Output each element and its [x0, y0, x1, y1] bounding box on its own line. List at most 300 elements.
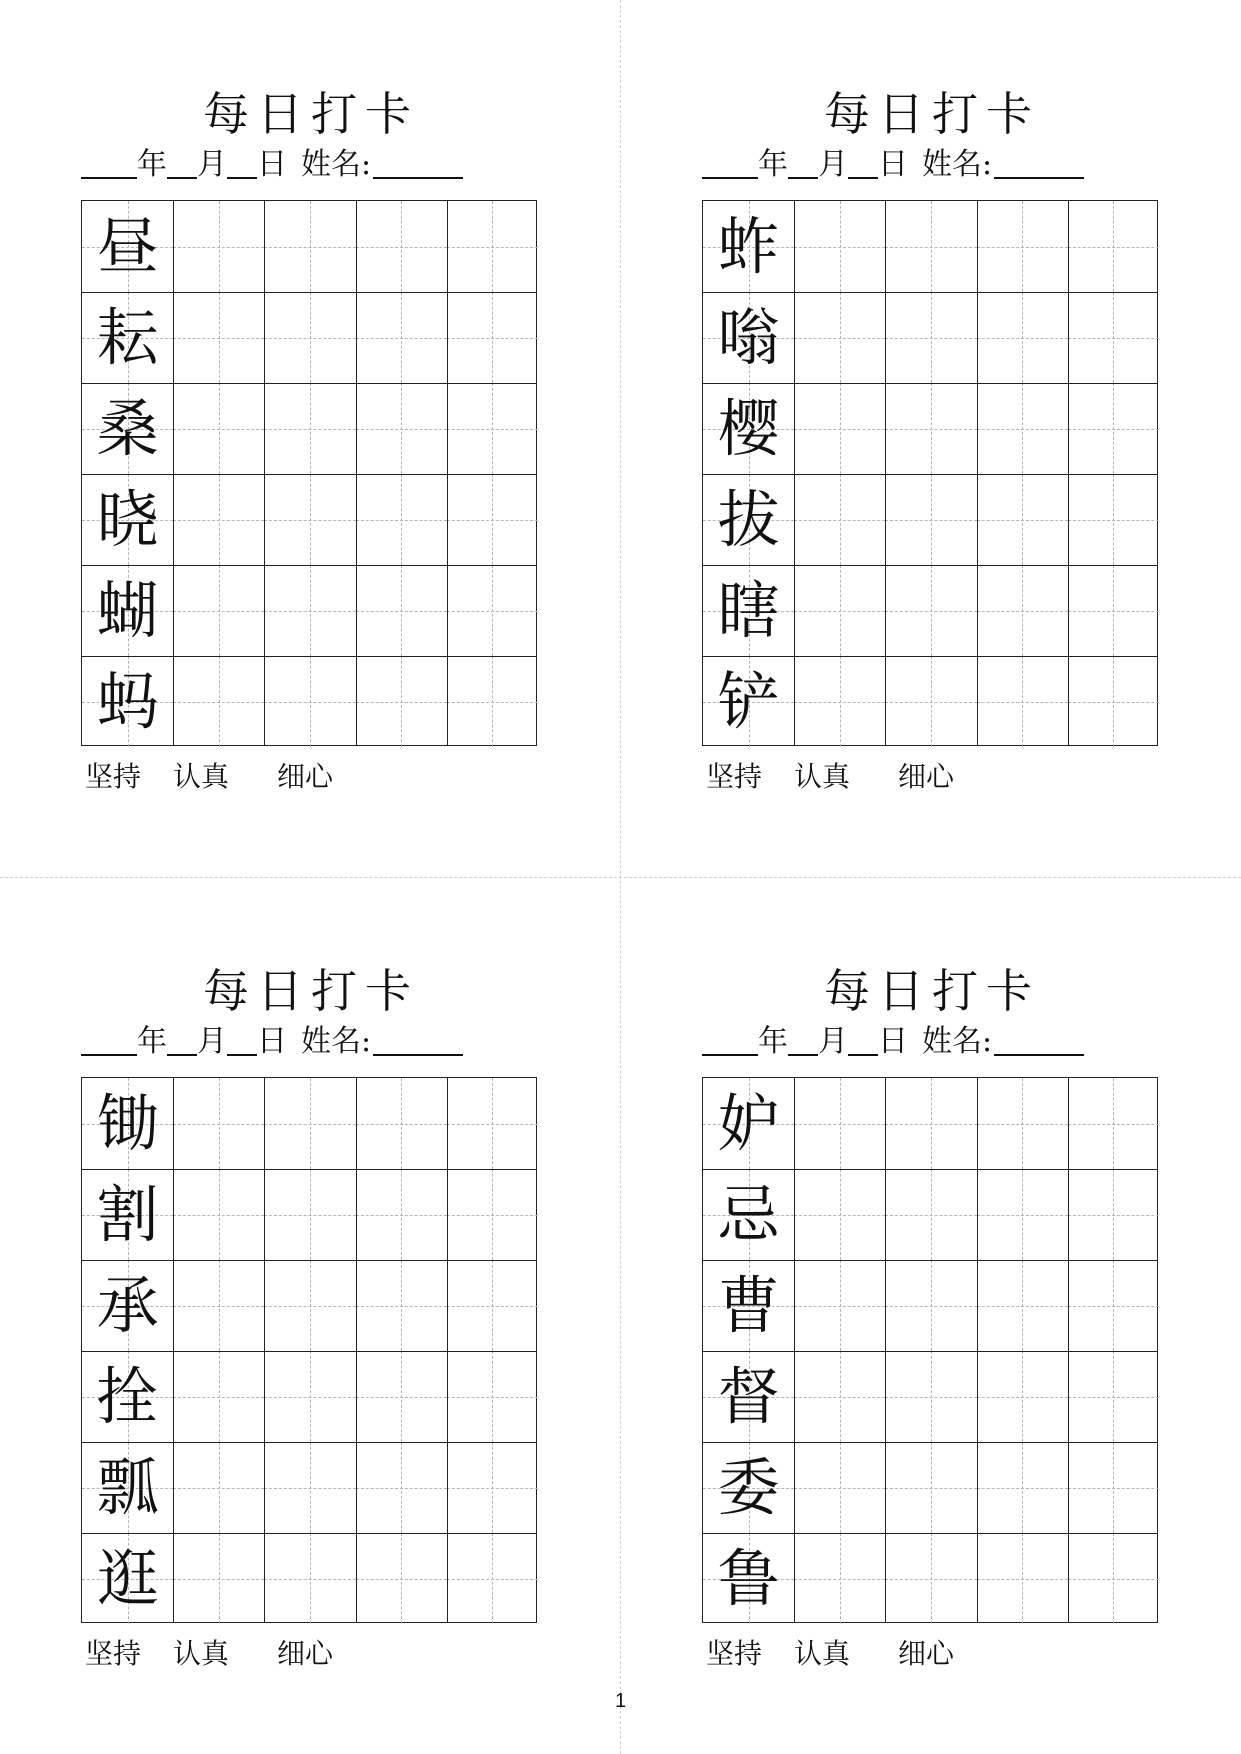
day-blank[interactable] — [227, 1026, 257, 1056]
guide-line-vertical — [219, 1442, 220, 1533]
practice-cell[interactable] — [1068, 1533, 1159, 1624]
practice-cell[interactable] — [356, 474, 447, 565]
practice-cell[interactable] — [447, 1169, 538, 1260]
practice-cell[interactable] — [885, 565, 976, 656]
practice-cell[interactable] — [794, 1260, 885, 1351]
guide-line-vertical — [931, 1351, 932, 1442]
practice-cell[interactable] — [173, 656, 264, 747]
model-character: 锄 — [96, 1087, 159, 1160]
guide-line-vertical — [310, 1442, 311, 1533]
practice-cell[interactable] — [885, 474, 976, 565]
guide-line-vertical — [1022, 656, 1023, 747]
guide-line-vertical — [310, 1533, 311, 1624]
practice-cell[interactable] — [356, 1078, 447, 1169]
grid-column-line — [794, 1078, 795, 1622]
practice-cell[interactable] — [264, 1260, 355, 1351]
practice-cell[interactable] — [447, 1260, 538, 1351]
guide-line-vertical — [1022, 1442, 1023, 1533]
grid-column-line — [356, 201, 357, 745]
practice-cell[interactable] — [356, 1442, 447, 1533]
practice-card-3 — [81, 877, 541, 1670]
practice-cell[interactable] — [1068, 656, 1159, 747]
practice-cell[interactable] — [173, 1442, 264, 1533]
practice-cell[interactable] — [264, 474, 355, 565]
guide-line-vertical — [840, 1442, 841, 1533]
grid-row-line — [82, 383, 536, 384]
practice-cell[interactable] — [1068, 1169, 1159, 1260]
practice-cell[interactable] — [977, 292, 1068, 383]
model-character-cell — [703, 201, 794, 292]
name-blank[interactable] — [373, 1026, 463, 1056]
guide-line-vertical — [401, 383, 402, 474]
model-character-cell — [703, 1442, 794, 1533]
card-title: 每日打卡 — [824, 87, 1040, 141]
guide-line-vertical — [492, 383, 493, 474]
grid-column-line — [356, 1078, 357, 1622]
guide-line-vertical — [931, 1442, 932, 1533]
day-label: 日 — [257, 147, 287, 182]
guide-line-vertical — [840, 1533, 841, 1624]
model-character-cell — [82, 1169, 173, 1260]
guide-line-vertical — [840, 656, 841, 747]
month-label: 月 — [197, 147, 227, 182]
guide-line-vertical — [219, 383, 220, 474]
motto — [706, 760, 954, 794]
practice-cell[interactable] — [1068, 565, 1159, 656]
practice-cell[interactable] — [173, 1078, 264, 1169]
guide-line-vertical — [1022, 474, 1023, 565]
grid-row-line — [82, 656, 536, 657]
practice-cell[interactable] — [356, 292, 447, 383]
practice-cell[interactable] — [1068, 383, 1159, 474]
day-blank[interactable] — [227, 149, 257, 179]
month-label: 月 — [818, 147, 848, 182]
practice-cell[interactable] — [794, 565, 885, 656]
model-character-cell — [703, 1169, 794, 1260]
writing-grid — [81, 1077, 537, 1623]
practice-cell[interactable] — [356, 1351, 447, 1442]
practice-cell[interactable] — [356, 1260, 447, 1351]
guide-line-vertical — [310, 656, 311, 747]
motto-word: 认真 — [173, 760, 230, 793]
practice-cell[interactable] — [794, 1442, 885, 1533]
guide-line-vertical — [219, 1533, 220, 1624]
guide-line-vertical — [492, 1078, 493, 1169]
motto-word: 细心 — [277, 1637, 334, 1670]
practice-cell[interactable] — [447, 1078, 538, 1169]
practice-cell[interactable] — [794, 656, 885, 747]
guide-line-vertical — [840, 565, 841, 656]
date-name-line — [81, 1024, 541, 1060]
model-character-cell — [82, 383, 173, 474]
guide-line-vertical — [401, 292, 402, 383]
practice-cell[interactable] — [977, 1533, 1068, 1624]
month-blank[interactable] — [788, 149, 818, 179]
date-name-line — [702, 147, 1162, 183]
grid-row-line — [82, 565, 536, 566]
practice-cell[interactable] — [1068, 1351, 1159, 1442]
guide-line-vertical — [310, 474, 311, 565]
guide-line-vertical — [1113, 383, 1114, 474]
grid-column-line — [977, 1078, 978, 1622]
practice-cell[interactable] — [447, 383, 538, 474]
practice-cell[interactable] — [356, 1533, 447, 1624]
model-character: 割 — [96, 1178, 159, 1251]
motto-word: 认真 — [794, 760, 851, 793]
practice-card-4 — [702, 877, 1162, 1670]
guide-line-vertical — [310, 383, 311, 474]
guide-line-vertical — [931, 565, 932, 656]
guide-line-vertical — [1113, 1442, 1114, 1533]
guide-line-vertical — [401, 1442, 402, 1533]
model-character-cell — [82, 1442, 173, 1533]
practice-cell[interactable] — [1068, 201, 1159, 292]
practice-cell[interactable] — [1068, 1260, 1159, 1351]
practice-cell[interactable] — [1068, 1442, 1159, 1533]
day-label: 日 — [878, 1024, 908, 1059]
grid-row-line — [82, 1260, 536, 1261]
practice-cell[interactable] — [977, 383, 1068, 474]
year-blank[interactable] — [81, 1026, 137, 1056]
guide-line-vertical — [1113, 201, 1114, 292]
year-blank[interactable] — [702, 1026, 758, 1056]
practice-cell[interactable] — [264, 1169, 355, 1260]
model-character: 桑 — [96, 392, 159, 465]
month-blank[interactable] — [167, 149, 197, 179]
grid-row-line — [82, 292, 536, 293]
card-title: 每日打卡 — [203, 964, 419, 1018]
practice-cell[interactable] — [794, 1533, 885, 1624]
practice-cell[interactable] — [264, 656, 355, 747]
model-character: 委 — [717, 1451, 780, 1524]
practice-cell[interactable] — [173, 1260, 264, 1351]
guide-line-vertical — [1113, 1351, 1114, 1442]
guide-line-vertical — [1113, 565, 1114, 656]
practice-cell[interactable] — [794, 1078, 885, 1169]
practice-cell[interactable] — [794, 474, 885, 565]
grid-row-line — [703, 383, 1157, 384]
practice-cell[interactable] — [977, 1260, 1068, 1351]
model-character: 拔 — [717, 483, 780, 556]
practice-cell[interactable] — [173, 474, 264, 565]
card-title: 每日打卡 — [203, 87, 419, 141]
practice-cell[interactable] — [447, 565, 538, 656]
grid-row-line — [82, 1169, 536, 1170]
model-character-cell — [82, 201, 173, 292]
model-character: 蚂 — [96, 665, 159, 738]
guide-line-vertical — [219, 1169, 220, 1260]
guide-line-vertical — [310, 292, 311, 383]
practice-cell[interactable] — [447, 292, 538, 383]
year-blank[interactable] — [81, 149, 137, 179]
practice-cell[interactable] — [173, 201, 264, 292]
practice-cell[interactable] — [1068, 1078, 1159, 1169]
model-character: 嗡 — [717, 301, 780, 374]
guide-line-vertical — [219, 292, 220, 383]
model-character: 铲 — [717, 665, 780, 738]
guide-line-vertical — [1022, 292, 1023, 383]
model-character-cell — [82, 474, 173, 565]
model-character: 耘 — [96, 301, 159, 374]
guide-line-vertical — [310, 1351, 311, 1442]
practice-cell[interactable] — [264, 1533, 355, 1624]
guide-line-vertical — [931, 1169, 932, 1260]
motto-word: 坚持 — [706, 760, 763, 793]
practice-cell[interactable] — [977, 474, 1068, 565]
guide-line-vertical — [219, 1078, 220, 1169]
guide-line-vertical — [1113, 1533, 1114, 1624]
grid-row-line — [703, 1442, 1157, 1443]
guide-line-vertical — [492, 292, 493, 383]
model-character-cell — [82, 565, 173, 656]
practice-cell[interactable] — [794, 383, 885, 474]
practice-cell[interactable] — [885, 1169, 976, 1260]
name-label: 姓名: — [922, 1024, 993, 1059]
grid-row-line — [703, 1533, 1157, 1534]
practice-cell[interactable] — [885, 1533, 976, 1624]
guide-line-vertical — [492, 1351, 493, 1442]
day-blank[interactable] — [848, 1026, 878, 1056]
practice-cell[interactable] — [885, 383, 976, 474]
motto-word: 细心 — [898, 1637, 955, 1670]
model-character: 昼 — [96, 210, 159, 283]
practice-cell[interactable] — [885, 1442, 976, 1533]
name-blank[interactable] — [373, 149, 463, 179]
grid-column-line — [977, 201, 978, 745]
guide-line-vertical — [1022, 1533, 1023, 1624]
practice-cell[interactable] — [885, 656, 976, 747]
grid-column-line — [173, 201, 174, 745]
month-label: 月 — [818, 1024, 848, 1059]
guide-line-vertical — [401, 474, 402, 565]
grid-row-line — [82, 1442, 536, 1443]
guide-line-vertical — [931, 1078, 932, 1169]
model-character: 逛 — [96, 1542, 159, 1615]
guide-line-vertical — [931, 201, 932, 292]
guide-line-vertical — [219, 565, 220, 656]
guide-line-vertical — [931, 1533, 932, 1624]
guide-line-vertical — [492, 565, 493, 656]
model-character-cell — [82, 1078, 173, 1169]
year-label: 年 — [758, 147, 788, 182]
practice-cell[interactable] — [885, 201, 976, 292]
practice-cell[interactable] — [977, 1078, 1068, 1169]
grid-row-line — [703, 1169, 1157, 1170]
model-character-cell — [703, 1078, 794, 1169]
practice-cell[interactable] — [173, 292, 264, 383]
practice-cell[interactable] — [977, 656, 1068, 747]
month-label: 月 — [197, 1024, 227, 1059]
guide-line-vertical — [401, 1533, 402, 1624]
motto-word: 认真 — [173, 1637, 230, 1670]
guide-line-vertical — [310, 1169, 311, 1260]
guide-line-vertical — [401, 565, 402, 656]
practice-cell[interactable] — [173, 383, 264, 474]
practice-cell[interactable] — [264, 1078, 355, 1169]
practice-cell[interactable] — [173, 565, 264, 656]
model-character: 承 — [96, 1269, 159, 1342]
guide-line-vertical — [219, 201, 220, 292]
guide-line-vertical — [840, 383, 841, 474]
practice-cell[interactable] — [356, 565, 447, 656]
practice-cell[interactable] — [447, 1351, 538, 1442]
year-label: 年 — [137, 1024, 167, 1059]
grid-row-line — [703, 565, 1157, 566]
motto-word: 认真 — [794, 1637, 851, 1670]
month-blank[interactable] — [167, 1026, 197, 1056]
year-blank[interactable] — [702, 149, 758, 179]
model-character: 蝴 — [96, 574, 159, 647]
practice-cell[interactable] — [794, 1169, 885, 1260]
practice-cell[interactable] — [447, 474, 538, 565]
grid-row-line — [82, 474, 536, 475]
motto-word: 细心 — [277, 760, 334, 793]
model-character-cell — [703, 474, 794, 565]
guide-line-vertical — [492, 1533, 493, 1624]
motto — [85, 760, 333, 794]
grid-row-line — [703, 1260, 1157, 1261]
practice-cell[interactable] — [264, 1442, 355, 1533]
guide-line-vertical — [1113, 1169, 1114, 1260]
practice-cell[interactable] — [1068, 474, 1159, 565]
practice-cell[interactable] — [447, 1533, 538, 1624]
guide-line-vertical — [492, 1260, 493, 1351]
model-character-cell — [82, 1260, 173, 1351]
guide-line-vertical — [219, 1351, 220, 1442]
grid-column-line — [885, 201, 886, 745]
guide-line-vertical — [1022, 1351, 1023, 1442]
grid-column-line — [794, 201, 795, 745]
model-character: 樱 — [717, 392, 780, 465]
name-blank[interactable] — [994, 1026, 1084, 1056]
practice-cell[interactable] — [447, 656, 538, 747]
model-character-cell — [82, 656, 173, 747]
practice-cell[interactable] — [447, 1442, 538, 1533]
day-label: 日 — [257, 1024, 287, 1059]
grid-row-line — [703, 656, 1157, 657]
practice-cell[interactable] — [794, 201, 885, 292]
practice-cell[interactable] — [173, 1351, 264, 1442]
practice-cell[interactable] — [1068, 292, 1159, 383]
guide-line-vertical — [931, 292, 932, 383]
name-label: 姓名: — [301, 1024, 372, 1059]
practice-cell[interactable] — [977, 1351, 1068, 1442]
model-character: 鲁 — [717, 1542, 780, 1615]
guide-line-vertical — [840, 292, 841, 383]
practice-cell[interactable] — [356, 1169, 447, 1260]
practice-cell[interactable] — [885, 292, 976, 383]
practice-cell[interactable] — [977, 1442, 1068, 1533]
practice-card-1 — [81, 0, 541, 793]
practice-cell[interactable] — [977, 565, 1068, 656]
writing-grid — [81, 200, 537, 746]
practice-cell[interactable] — [885, 1351, 976, 1442]
guide-line-vertical — [931, 656, 932, 747]
practice-cell[interactable] — [794, 1351, 885, 1442]
practice-cell[interactable] — [356, 656, 447, 747]
model-character-cell — [82, 1533, 173, 1624]
guide-line-vertical — [219, 474, 220, 565]
grid-row-line — [703, 474, 1157, 475]
grid-column-line — [885, 1078, 886, 1622]
grid-column-line — [447, 201, 448, 745]
day-label: 日 — [878, 147, 908, 182]
practice-cell[interactable] — [885, 1260, 976, 1351]
motto-word: 坚持 — [706, 1637, 763, 1670]
practice-cell[interactable] — [356, 201, 447, 292]
practice-cell[interactable] — [264, 565, 355, 656]
guide-line-vertical — [1113, 292, 1114, 383]
motto-word: 细心 — [898, 760, 955, 793]
year-label: 年 — [758, 1024, 788, 1059]
motto-word: 坚持 — [85, 760, 142, 793]
page-number: 1 — [614, 1690, 627, 1712]
guide-line-vertical — [310, 565, 311, 656]
guide-line-vertical — [1113, 1260, 1114, 1351]
practice-cell[interactable] — [885, 1078, 976, 1169]
guide-line-vertical — [401, 656, 402, 747]
model-character-cell — [703, 292, 794, 383]
model-character: 拴 — [96, 1360, 159, 1433]
card-title: 每日打卡 — [824, 964, 1040, 1018]
practice-cell[interactable] — [264, 1351, 355, 1442]
practice-cell[interactable] — [264, 383, 355, 474]
guide-line-vertical — [1022, 1078, 1023, 1169]
practice-cell[interactable] — [264, 201, 355, 292]
model-character-cell — [82, 1351, 173, 1442]
name-blank[interactable] — [994, 149, 1084, 179]
practice-cell[interactable] — [794, 292, 885, 383]
guide-line-vertical — [1022, 201, 1023, 292]
grid-row-line — [703, 1351, 1157, 1352]
practice-cell[interactable] — [264, 292, 355, 383]
guide-line-vertical — [219, 1260, 220, 1351]
practice-cell[interactable] — [447, 201, 538, 292]
guide-line-vertical — [492, 474, 493, 565]
practice-cell[interactable] — [173, 1533, 264, 1624]
guide-line-vertical — [931, 1260, 932, 1351]
guide-line-vertical — [1022, 1169, 1023, 1260]
guide-line-vertical — [931, 474, 932, 565]
guide-line-vertical — [1022, 383, 1023, 474]
month-blank[interactable] — [788, 1026, 818, 1056]
practice-cell[interactable] — [977, 201, 1068, 292]
practice-cell[interactable] — [356, 383, 447, 474]
practice-cell[interactable] — [173, 1169, 264, 1260]
guide-line-vertical — [492, 1169, 493, 1260]
practice-cell[interactable] — [977, 1169, 1068, 1260]
grid-column-line — [173, 1078, 174, 1622]
grid-row-line — [82, 1351, 536, 1352]
guide-line-vertical — [492, 201, 493, 292]
grid-column-line — [1068, 1078, 1069, 1622]
guide-line-vertical — [401, 1169, 402, 1260]
model-character-cell — [82, 292, 173, 383]
model-character: 忌 — [717, 1178, 780, 1251]
model-character: 蚱 — [717, 210, 780, 283]
grid-column-line — [264, 1078, 265, 1622]
grid-row-line — [82, 1533, 536, 1534]
day-blank[interactable] — [848, 149, 878, 179]
guide-line-vertical — [401, 1078, 402, 1169]
guide-line-vertical — [401, 201, 402, 292]
model-character: 晓 — [96, 483, 159, 556]
guide-line-vertical — [840, 201, 841, 292]
date-name-line — [81, 147, 541, 183]
guide-line-vertical — [401, 1260, 402, 1351]
grid-column-line — [1068, 201, 1069, 745]
grid-column-line — [447, 1078, 448, 1622]
